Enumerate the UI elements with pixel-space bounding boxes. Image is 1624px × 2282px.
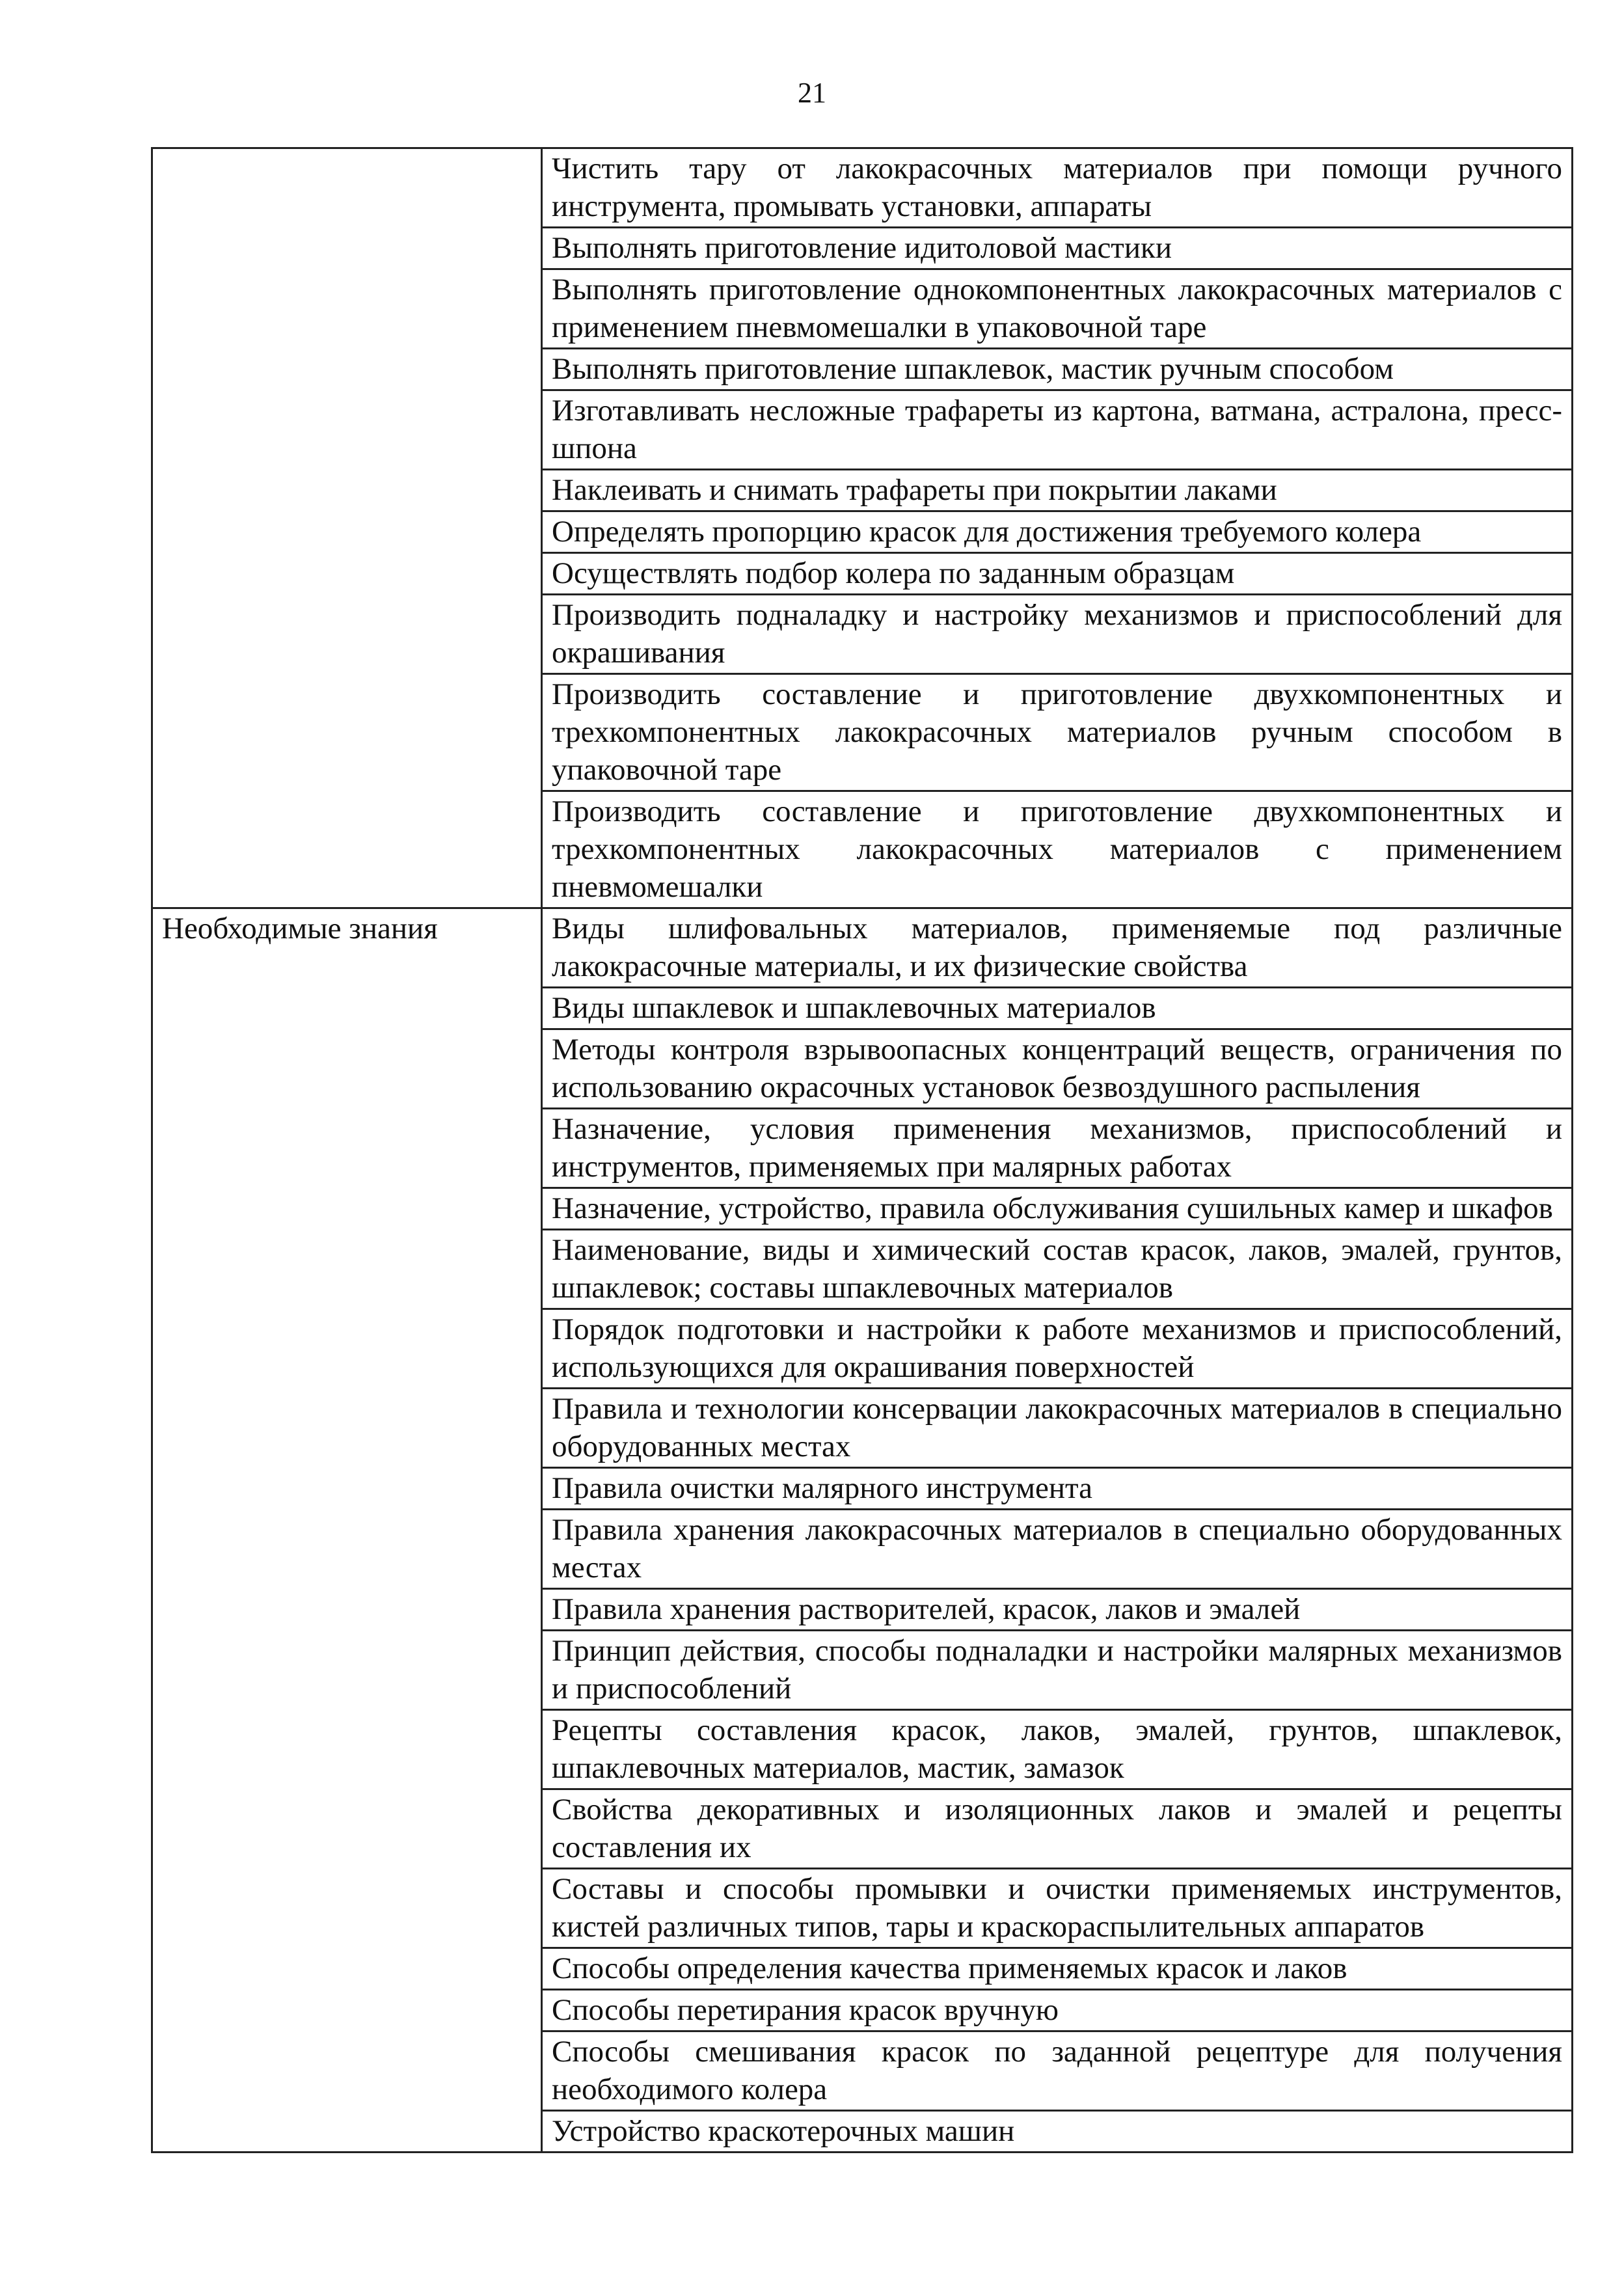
skills-item: Производить составление и приготовление двухкомпонентных и трехкомпонентных лакокрасочных материалов ручным способом в упаковочной таре bbox=[542, 674, 1573, 791]
skills-item: Осуществлять подбор колера по заданным образцам bbox=[542, 553, 1573, 595]
knowledge-item: Рецепты составления красок, лаков, эмалей, грунтов, шпаклевок, шпаклевочных материалов, мастик, замазок bbox=[542, 1710, 1573, 1789]
skills-item: Выполнять приготовление однокомпонентных лакокрасочных материалов с применением пневмомешалки в упаковочной таре bbox=[542, 269, 1573, 349]
skills-item: Наклеивать и снимать трафареты при покрытии лаками bbox=[542, 470, 1573, 511]
requirements-table bbox=[151, 147, 1573, 2153]
knowledge-item: Виды шлифовальных материалов, применяемые под различные лакокрасочные материалы, и их физические свойства bbox=[542, 908, 1573, 988]
knowledge-item: Принцип действия, способы подналадки и настройки малярных механизмов и приспособлений bbox=[542, 1631, 1573, 1710]
skills-item: Чистить тару от лакокрасочных материалов при помощи ручного инструмента, промывать установки, аппараты bbox=[542, 148, 1573, 228]
knowledge-item: Устройство краскотерочных машин bbox=[542, 2111, 1573, 2153]
knowledge-item: Составы и способы промывки и очистки применяемых инструментов, кистей различных типов, тары и краскораспылительных аппаратов bbox=[542, 1869, 1573, 1948]
knowledge-item: Назначение, устройство, правила обслуживания сушильных камер и шкафов bbox=[542, 1188, 1573, 1230]
skills-item: Определять пропорцию красок для достижения требуемого колера bbox=[542, 511, 1573, 553]
skills-item: Производить подналадку и настройку механизмов и приспособлений для окрашивания bbox=[542, 595, 1573, 674]
knowledge-row bbox=[152, 908, 1573, 988]
knowledge-item: Наименование, виды и химический состав красок, лаков, эмалей, грунтов, шпаклевок; составы шпаклевочных материалов bbox=[542, 1230, 1573, 1309]
knowledge-item: Правила хранения растворителей, красок, лаков и эмалей bbox=[542, 1589, 1573, 1631]
skills-category-label bbox=[152, 148, 542, 908]
knowledge-item: Свойства декоративных и изоляционных лаков и эмалей и рецепты составления их bbox=[542, 1789, 1573, 1869]
skills-row bbox=[152, 148, 1573, 228]
skills-item: Производить составление и приготовление двухкомпонентных и трехкомпонентных лакокрасочных материалов с применением пневмомешалки bbox=[542, 791, 1573, 908]
knowledge-item: Правила очистки малярного инструмента bbox=[542, 1468, 1573, 1510]
skills-item: Изготавливать несложные трафареты из картона, ватмана, астралона, пресс-шпона bbox=[542, 390, 1573, 470]
knowledge-category-label: Необходимые знания bbox=[152, 908, 542, 2153]
knowledge-item: Методы контроля взрывоопасных концентраций веществ, ограничения по использованию окрасочных установок безвоздушного распыления bbox=[542, 1029, 1573, 1109]
knowledge-item: Правила и технологии консервации лакокрасочных материалов в специально оборудованных местах bbox=[542, 1389, 1573, 1468]
knowledge-item: Виды шпаклевок и шпаклевочных материалов bbox=[542, 988, 1573, 1029]
knowledge-item: Способы перетирания красок вручную bbox=[542, 1990, 1573, 2031]
knowledge-item: Способы смешивания красок по заданной рецептуре для получения необходимого колера bbox=[542, 2031, 1573, 2111]
page-number: 21 bbox=[798, 77, 826, 109]
knowledge-item: Правила хранения лакокрасочных материалов в специально оборудованных местах bbox=[542, 1510, 1573, 1589]
knowledge-item: Назначение, условия применения механизмов, приспособлений и инструментов, применяемых при малярных работах bbox=[542, 1109, 1573, 1188]
knowledge-item: Порядок подготовки и настройки к работе механизмов и приспособлений, использующихся для окрашивания поверхностей bbox=[542, 1309, 1573, 1389]
requirements-table-body bbox=[152, 148, 1573, 2153]
skills-item: Выполнять приготовление шпаклевок, мастик ручным способом bbox=[542, 349, 1573, 390]
knowledge-item: Способы определения качества применяемых красок и лаков bbox=[542, 1948, 1573, 1990]
skills-item: Выполнять приготовление идитоловой мастики bbox=[542, 228, 1573, 269]
